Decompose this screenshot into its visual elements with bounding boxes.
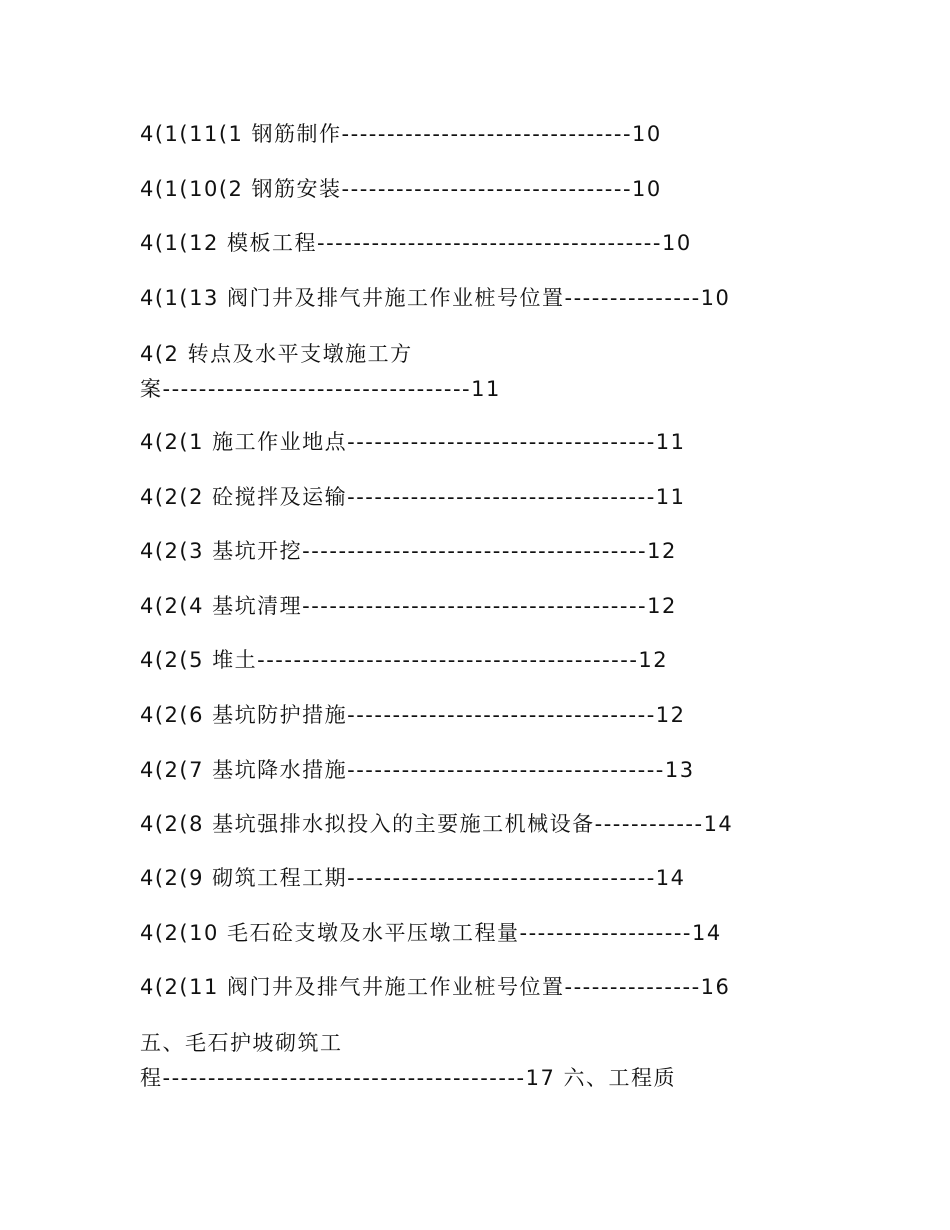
toc-entry: 五、毛石护坡砌筑工 <box>140 1031 343 1055</box>
toc-entry-continuation: 程----------------------------------------17 六、工程质 <box>140 1066 677 1090</box>
toc-entry: 4(2(5 堆土------------------------------------------12 <box>140 648 669 672</box>
toc-entry: 4(2(10 毛石砼支墩及水平压墩工程量-------------------14 <box>140 921 722 945</box>
toc-entry: 4(1(10(2 钢筋安装--------------------------------10 <box>140 177 662 201</box>
toc-entry: 4(1(13 阀门井及排气井施工作业桩号位置---------------10 <box>140 286 731 310</box>
toc-entry: 4(2(1 施工作业地点----------------------------------11 <box>140 430 686 454</box>
toc-entry: 4(2 转点及水平支墩施工方 <box>140 342 413 366</box>
toc-entry-continuation: 案----------------------------------11 <box>140 377 501 401</box>
toc-entry: 4(1(12 模板工程--------------------------------------10 <box>140 231 692 255</box>
toc-entry: 4(1(11(1 钢筋制作--------------------------------10 <box>140 122 662 146</box>
toc-entry: 4(2(8 基坑强排水拟投入的主要施工机械设备------------14 <box>140 812 734 836</box>
toc-entry: 4(2(11 阀门井及排气井施工作业桩号位置---------------16 <box>140 975 731 999</box>
toc-entry: 4(2(3 基坑开挖--------------------------------------12 <box>140 539 677 563</box>
toc-entry: 4(2(9 砌筑工程工期----------------------------------14 <box>140 866 686 890</box>
toc-entry: 4(2(7 基坑降水措施-----------------------------------13 <box>140 758 695 782</box>
toc-entry: 4(2(6 基坑防护措施----------------------------------12 <box>140 703 686 727</box>
toc-entry: 4(2(2 砼搅拌及运输----------------------------------11 <box>140 485 686 509</box>
toc-entry: 4(2(4 基坑清理--------------------------------------12 <box>140 594 677 618</box>
